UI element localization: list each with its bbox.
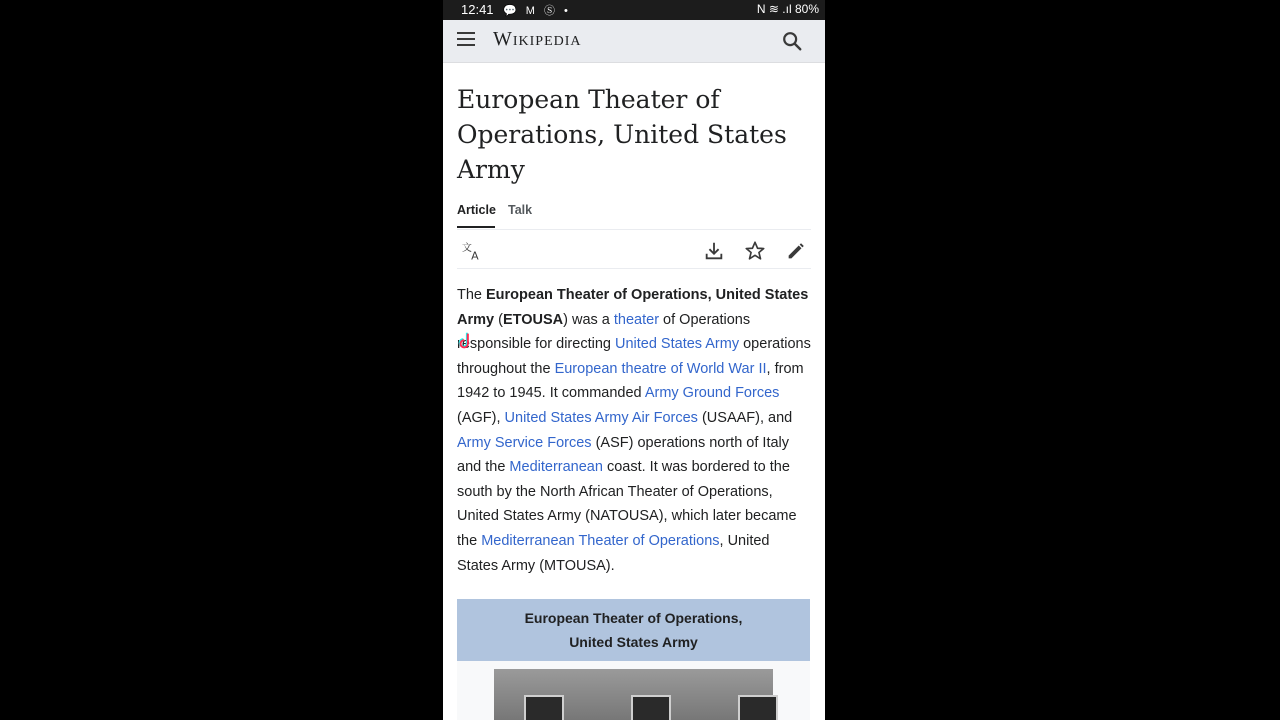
article-link[interactable]: United States Army	[614, 336, 740, 353]
wikipedia-logo[interactable]: Wikipedia	[493, 28, 582, 50]
infobox-image[interactable]	[494, 669, 773, 720]
page-title: European Theater of Operations, United States Army	[457, 85, 787, 184]
paragraph-text: of Operations responsible for directing	[457, 311, 751, 353]
infobox-title-line1: European Theater of Operations,	[524, 610, 743, 626]
paragraph-text: operations throughout the	[457, 336, 811, 377]
infobox-title-line2: United States Army	[569, 634, 698, 650]
paragraph-text: (USAAF), and	[697, 409, 793, 426]
paragraph-text: (AGF),	[457, 409, 505, 426]
translate-icon[interactable]	[461, 240, 483, 262]
star-icon[interactable]	[744, 240, 766, 262]
status-time: 12:41	[461, 2, 494, 17]
bold-term: ETOUSA	[502, 311, 564, 328]
article-link[interactable]: theater	[613, 311, 660, 328]
paragraph-text: , from 1942 to 1945. It commanded	[457, 360, 804, 402]
article-link[interactable]: United States Army Air Forces	[504, 409, 698, 426]
article-link[interactable]: Army Service Forces	[457, 434, 592, 451]
download-icon[interactable]	[703, 240, 725, 262]
status-bar	[443, 0, 825, 20]
tab-talk[interactable]: Talk	[508, 203, 533, 217]
svg-text:A: A	[471, 249, 479, 262]
building-window	[738, 695, 778, 720]
paragraph-text: The	[457, 287, 487, 303]
page-actions-bar	[457, 236, 811, 269]
paragraph-text: (	[494, 311, 503, 328]
notification-icons: 💬 M Ⓢ •	[503, 5, 571, 17]
tiktok-icon	[455, 330, 477, 352]
article-link[interactable]: Mediterranean Theater of Operations	[481, 532, 720, 549]
article-tabs	[457, 201, 811, 230]
article-link[interactable]: Army Ground Forces	[644, 385, 780, 402]
svg-text:文: 文	[461, 243, 473, 254]
app-header	[443, 20, 825, 63]
active-tab-indicator	[457, 226, 495, 228]
paragraph-text: coast. It was bordered to the south by the North African Theater of Operations, United States Army (NATOUSA), which later became the	[457, 459, 797, 549]
article-intro-paragraph	[457, 283, 811, 578]
building-window	[631, 695, 671, 720]
phone-screen	[443, 0, 825, 720]
menu-icon[interactable]	[457, 32, 475, 48]
article-link[interactable]: European theatre of World War II	[554, 360, 767, 377]
building-window	[524, 695, 564, 720]
bold-term: European Theater of Operations, United States Army	[457, 287, 809, 328]
tab-article[interactable]: Article	[457, 203, 496, 217]
search-icon[interactable]	[781, 30, 803, 52]
article-link[interactable]: Mediterranean	[509, 459, 603, 476]
edit-pencil-icon[interactable]	[785, 240, 807, 262]
system-status-icons: N ≋ .ıl 80%	[756, 2, 819, 16]
infobox-title	[457, 599, 810, 661]
paragraph-text: , United States Army (MTOUSA).	[457, 532, 770, 574]
paragraph-text: ) was a	[563, 311, 614, 328]
infobox	[457, 599, 810, 720]
paragraph-text: (ASF) operations north of Italy and the	[457, 434, 790, 476]
